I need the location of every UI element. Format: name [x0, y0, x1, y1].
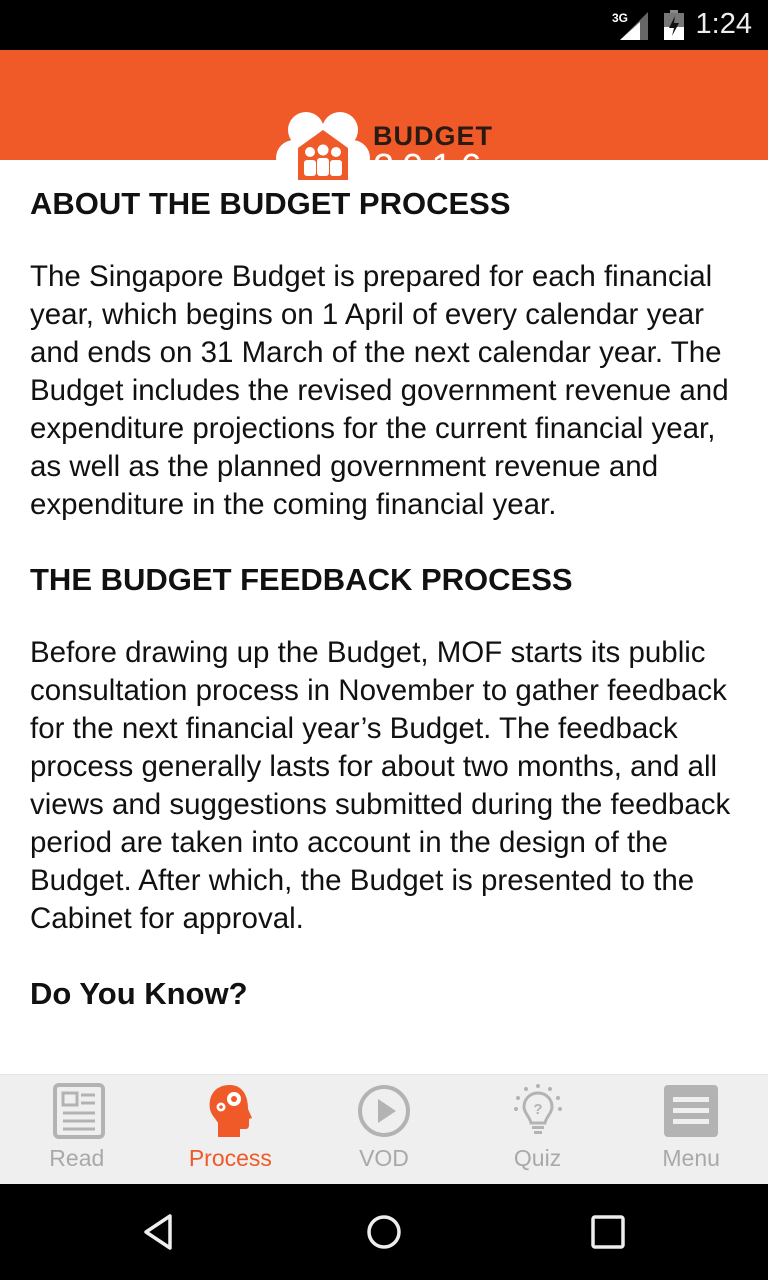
logo-year: 2016 — [373, 147, 490, 189]
heading-do-you-know: Do You Know? — [30, 976, 248, 1011]
battery-charging-icon — [664, 10, 684, 40]
logo-budget: BUDGET — [373, 121, 493, 151]
tab-label: Read — [49, 1145, 105, 1171]
status-bar — [0, 0, 768, 50]
heading-feedback: THE BUDGET FEEDBACK PROCESS — [30, 562, 573, 597]
recents-icon[interactable] — [584, 1208, 632, 1256]
content-scroll[interactable] — [0, 160, 768, 1074]
paragraph-about: The Singapore Budget is prepared for each financial year, which begins on 1 April of every calendar year and ends on 31 March of the next calendar year. The Budget includes the revised government revenue and expenditure projections for the current financial year, as well as the planned government revenue and expenditure in the coming financial year. — [30, 260, 729, 521]
tab-menu[interactable] — [614, 1075, 768, 1184]
play-circle-icon — [356, 1083, 412, 1139]
tab-label: Quiz — [513, 1145, 562, 1171]
back-icon[interactable] — [136, 1208, 184, 1256]
home-icon[interactable] — [360, 1208, 408, 1256]
heading-about: ABOUT THE BUDGET PROCESS — [30, 186, 511, 221]
signal-3g-icon — [612, 10, 648, 40]
app-header — [0, 50, 768, 189]
system-nav-bar — [0, 1184, 768, 1280]
tab-label: Menu — [662, 1145, 720, 1171]
clock: 1:24 — [695, 8, 752, 40]
newspaper-icon — [49, 1083, 105, 1139]
tab-process[interactable] — [154, 1075, 308, 1184]
lightbulb-question-icon — [510, 1083, 566, 1139]
tab-read[interactable] — [0, 1075, 154, 1184]
menu-icon — [663, 1083, 719, 1139]
bottom-tab-bar — [0, 1074, 768, 1184]
paragraph-feedback: Before drawing up the Budget, MOF starts its public consultation process in November to gather feedback for the next financial year’s Budget. The feedback process generally lasts for about two months, and all views and suggestions submitted during the feedback period are taken into account in the design of the Budget. After which, the Budget is presented to the Cabinet for approval. — [30, 636, 731, 935]
svg-text:?: ? — [532, 1101, 543, 1118]
tab-label: Process — [188, 1145, 272, 1171]
tab-label: VOD — [359, 1145, 409, 1171]
head-gears-icon — [202, 1083, 258, 1139]
tab-vod[interactable] — [307, 1075, 461, 1184]
tab-quiz[interactable] — [461, 1075, 615, 1184]
svg-text:3G: 3G — [612, 11, 629, 25]
